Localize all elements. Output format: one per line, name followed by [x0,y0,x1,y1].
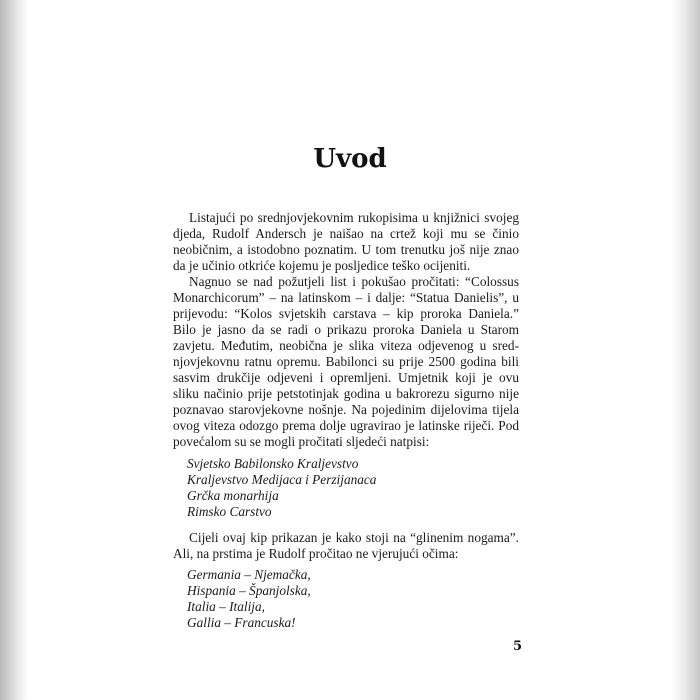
inscription-item: Rimsko Carstvo [187,504,272,519]
inscription-item: Grčka monarhija [187,488,279,503]
toe-name-item: Gallia – Francuska! [187,615,296,630]
chapter-title: Uvod [313,144,387,174]
toe-name-item: Hispania – Španjolska, [187,583,311,598]
paragraph-description: Nagnuo se nad požutjeli list i pokušao pročitati: “Colossus Monarchicorum” – na latinskom – i dalje: “Statua Danielis”, u prijevodu: “Kolos svjetskih carstava – kip proroka Daniela.” Bilo je jasno da se radi o prikazu proroka Daniela u Starom zavjetu. Međutim, neobična je slika viteza odjevenog u srednjovjekovnu ratnu opremu. Babilonci su prije 2500 godina bili sasvim drukčije odjeveni i opremljeni. Umjetnik koji je ovu sliku načinio prije petstotinjak godina u bakrorezu sigurno nije poznavao starovjekovne nošnje. Na pojedinim dijelovima tijela ovog viteza odozgo prema dolje ugravirao je latinske riječi. Pod povećalom su se mogli pročitati sljedeći natpisi: [173,274,519,449]
paragraph-clay-feet: Cijeli ovaj kip prikazan je kako stoji na “glinenim nogama”. Ali, na prstima je Rudolf pročitao ne vjerujući očima: [173,530,519,561]
right-page-edge-shadow [672,0,700,700]
toe-name-item: Italia – Italija, [187,599,265,614]
paragraph-intro: Listajući po srednjovjekovnim rukopisima u knjižnici svojeg djeda, Rudolf Andersch je naišao na crtež koji mu se činio neobičnim, a istodobno poznatim. U tom trenutku još nije znao da je učinio otkriće kojemu je posljedice teško ocijeniti. [173,210,519,273]
page-number: 5 [513,639,523,654]
left-page-edge-shadow [0,0,28,700]
inscription-item: Kraljevstvo Medijaca i Perzijanaca [187,472,377,487]
toe-names-list [173,567,519,631]
inscription-item: Svjetsko Babilonsko Kraljevstvo [187,456,359,471]
toe-name-item: Germania – Njemačka, [187,567,311,582]
chapter-body [173,210,519,641]
inscriptions-list [173,456,519,520]
